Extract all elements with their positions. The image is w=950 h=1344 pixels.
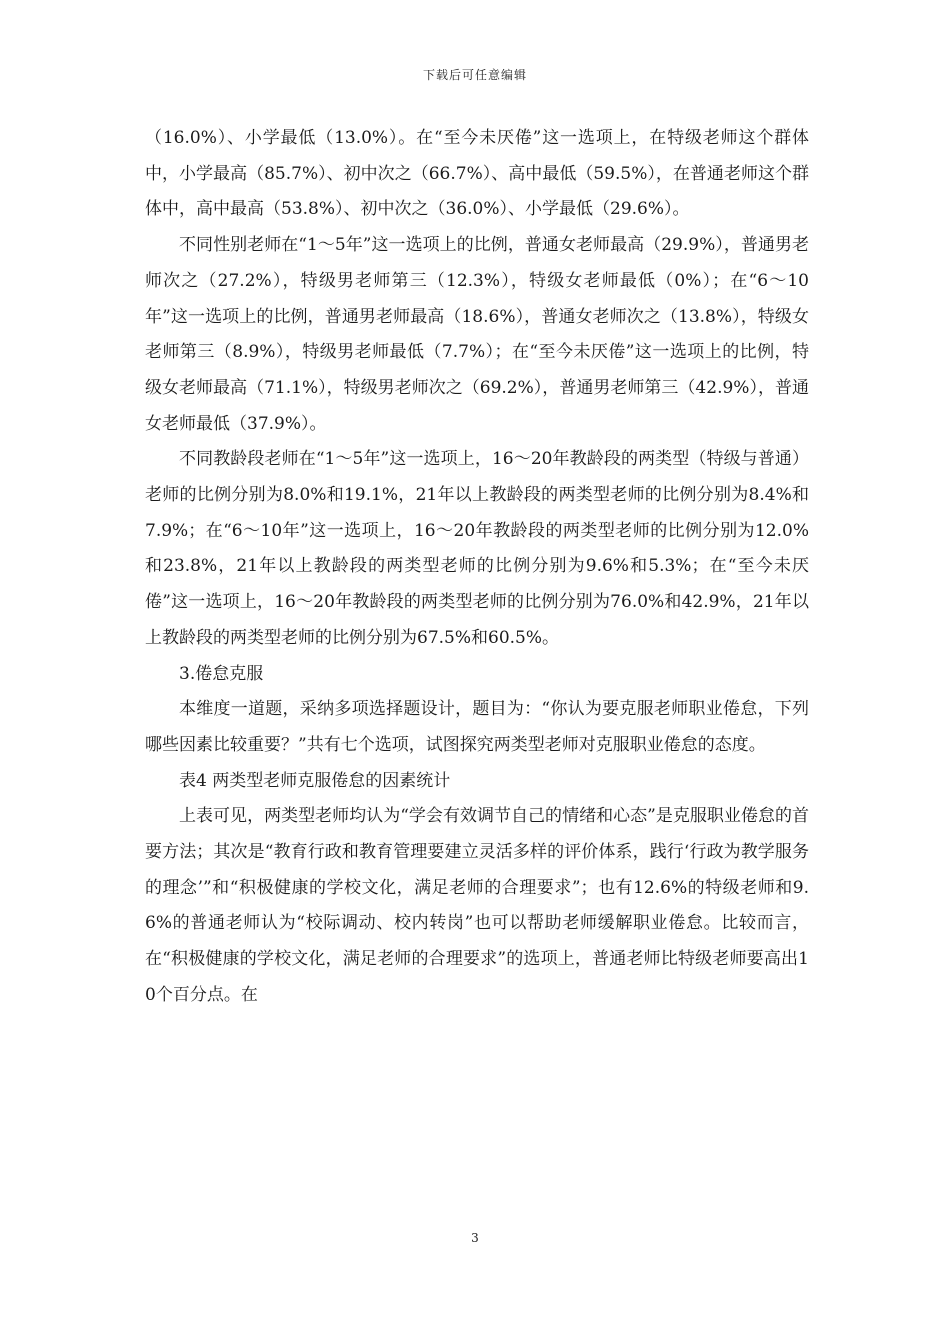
page-header: 下载后可任意编辑 — [422, 68, 527, 82]
paragraph-continued-stats: （16.0%）、小学最低（13.0%）。在“至今未厌倦”这一选项上，在特级老师这个群体中，小学最高（85.7%）、初中次之（66.7%）、高中最低（59.5%），在普通老师这个群体中，高中最高（53.8%）、初中次之（36.0%）、小学最低（29.6%）。 — [145, 128, 809, 220]
paragraph-dimension-intro: 本维度一道题，采纳多项选择题设计，题目为：“你认为要克服老师职业倦怠，下列哪些因素比较重要？”共有七个选项，试图探究两类型老师对克服职业倦怠的态度。 — [145, 699, 809, 755]
section-heading: 3.倦怠克服 — [179, 663, 264, 684]
document-body — [145, 121, 809, 1014]
paragraph-teaching-age-stats: 不同教龄段老师在“1～5年”这一选项上，16～20年教龄段的两类型（特级与普通）老师的比例分别为8.0%和19.1%，21年以上教龄段的两类型老师的比例分别为8.4%和7.9%；在“6～10年”这一选项上，16～20年教龄段的两类型老师的比例分别为12.0%和23.8%，21年以上教龄段的两类型老师的比例分别为9.6%和5.3%；在“至今未厌倦”这一选项上，16～20年教龄段的两类型老师的比例分别为76.0%和42.9%，21年以上教龄段的两类型老师的比例分别为67.5%和60.5%。 — [145, 449, 809, 648]
paragraph-gender-stats: 不同性别老师在“1～5年”这一选项上的比例，普通女老师最高（29.9%），普通男老师次之（27.2%），特级男老师第三（12.3%），特级女老师最低（0%）；在“6～10年”这一选项上的比例，普通男老师最高（18.6%），普通女老师次之（13.8%），特级女老师第三（8.9%），特级男老师最低（7.7%）；在“至今未厌倦”这一选项上的比例，特级女老师最高（71.1%），特级男老师次之（69.2%），普通男老师第三（42.9%），普通女老师最低（37.9%）。 — [145, 235, 809, 434]
page-number: 3 — [471, 1231, 479, 1245]
table-caption: 表4 两类型老师克服倦怠的因素统计 — [179, 770, 451, 791]
paragraph-table-analysis: 上表可见，两类型老师均认为“学会有效调节自己的情绪和心态”是克服职业倦怠的首要方法；其次是“教育行政和教育管理要建立灵活多样的评价体系，践行‘行政为教学服务的理念’”和“积极健康的学校文化，满足老师的合理要求”；也有12.6%的特级老师和9.6%的普通老师认为“校际调动、校内转岗”也可以帮助老师缓解职业倦怠。比较而言，在“积极健康的学校文化，满足老师的合理要求”的选项上，普通老师比特级老师要高出10个百分点。在 — [145, 806, 809, 1005]
